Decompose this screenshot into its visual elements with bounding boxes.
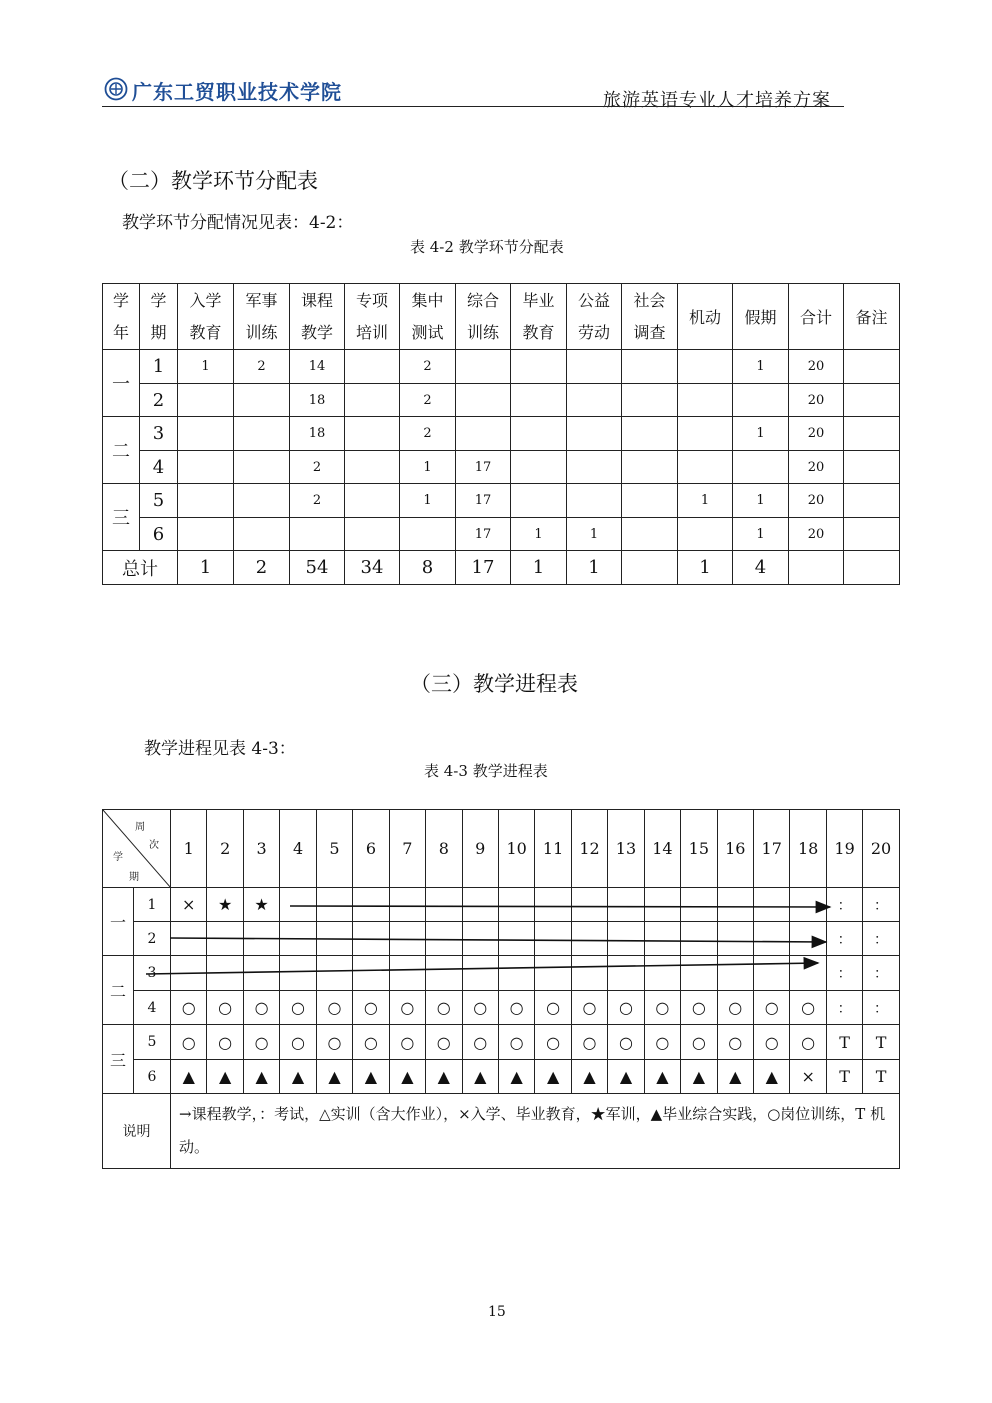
data-cell: 1 (678, 484, 733, 518)
legend-text: →课程教学，：考试，△实训（含大作业），×入学、毕业教育，★军训，▲毕业综合实践，○岗位训练，T 机动。 (171, 1094, 900, 1169)
term-cell: 4 (134, 991, 171, 1025)
schedule-mark: ★ (243, 888, 279, 922)
schedule-mark: ○ (389, 991, 425, 1025)
schedule-mark: ○ (571, 1025, 607, 1060)
arrow-term-1 (290, 906, 830, 907)
header-cell-bottom: 劳动 (577, 322, 610, 342)
week-header: 5 (316, 810, 352, 888)
week-header: 18 (790, 810, 826, 888)
header-cell-top: 学 (112, 290, 129, 310)
week-header: 7 (389, 810, 425, 888)
data-cell: 18 (290, 384, 345, 417)
schedule-mark: ○ (717, 1025, 753, 1060)
schedule-mark: ○ (426, 1025, 462, 1060)
total-cell: 17 (456, 551, 511, 585)
week-header: 8 (426, 810, 462, 888)
data-cell: 20 (789, 451, 844, 484)
total-cell: 2 (234, 551, 290, 585)
data-cell: 18 (290, 417, 345, 451)
schedule-mark: ： (826, 956, 862, 991)
schedule-mark: ： (826, 991, 862, 1025)
week-header: 6 (353, 810, 389, 888)
section-2-heading: （二）教学环节分配表 (108, 169, 318, 193)
schedule-mark: ▲ (535, 1060, 571, 1094)
year-cell: 三 (103, 484, 140, 551)
term-cell: 5 (140, 484, 178, 518)
schedule-mark: ○ (243, 991, 279, 1025)
data-cell: 17 (456, 451, 511, 484)
arrow-term-2 (170, 938, 826, 942)
schedule-mark: ： (863, 991, 899, 1025)
schedule-mark: ○ (681, 991, 717, 1025)
data-cell: 1 (178, 350, 234, 384)
header-cell-bottom: 期 (150, 322, 167, 342)
header-cell-bottom: 年 (112, 322, 129, 342)
header-cell-top: 毕业 (522, 290, 555, 310)
schedule-mark: ○ (462, 1025, 498, 1060)
term-cell: 3 (140, 417, 178, 451)
schedule-mark: ○ (498, 991, 534, 1025)
header-cell: 备注 (844, 284, 900, 350)
year-cell: 二 (103, 417, 140, 484)
week-header: 16 (717, 810, 753, 888)
schedule-mark: ▲ (644, 1060, 680, 1094)
schedule-mark: ○ (207, 1025, 243, 1060)
schedule-mark: ▲ (243, 1060, 279, 1094)
schedule-mark: ▲ (681, 1060, 717, 1094)
schedule-mark: ○ (171, 991, 207, 1025)
schedule-mark: ▲ (316, 1060, 352, 1094)
week-header: 13 (608, 810, 644, 888)
header-cell-top: 集中 (411, 290, 444, 310)
header-cell-top: 综合 (466, 290, 499, 310)
week-header: 4 (280, 810, 316, 888)
header-cell-bottom: 测试 (411, 322, 444, 342)
schedule-mark: × (790, 1060, 826, 1094)
schedule-mark: ○ (681, 1025, 717, 1060)
schedule-mark: ○ (207, 991, 243, 1025)
document-title: 旅游英语专业人才培养方案 (603, 90, 831, 111)
term-cell: 6 (134, 1060, 171, 1094)
schedule-mark: ○ (353, 991, 389, 1025)
schedule-mark: ▲ (171, 1060, 207, 1094)
data-cell: 1 (567, 518, 622, 551)
week-header: 15 (681, 810, 717, 888)
total-cell: 1 (678, 551, 733, 585)
data-cell: 14 (290, 350, 345, 384)
term-cell: 4 (140, 451, 178, 484)
year-cell: 一 (103, 350, 140, 417)
term-cell: 6 (140, 518, 178, 551)
schedule-mark: ○ (608, 1025, 644, 1060)
data-cell: 1 (733, 484, 789, 518)
schedule-mark: × (171, 888, 207, 922)
data-cell: 20 (789, 417, 844, 451)
schedule-mark: ▲ (571, 1060, 607, 1094)
schedule-mark: ○ (389, 1025, 425, 1060)
header-cell-bottom: 教育 (522, 322, 555, 342)
schedule-mark: ○ (280, 991, 316, 1025)
data-cell: 17 (456, 518, 511, 551)
header-cell-top: 学 (150, 290, 167, 310)
schedule-mark: ○ (754, 1025, 790, 1060)
schedule-mark: T (863, 1060, 899, 1094)
year-cell: 一 (103, 888, 134, 956)
schedule-mark: ○ (644, 991, 680, 1025)
schedule-mark: ○ (790, 1025, 826, 1060)
section-3-heading: （三）教学进程表 (410, 672, 578, 696)
data-cell: 1 (733, 350, 789, 384)
schedule-mark: ： (863, 956, 899, 991)
header-cell-top: 入学 (189, 290, 222, 310)
data-cell: 2 (400, 350, 456, 384)
data-cell: 1 (511, 518, 567, 551)
schedule-mark: ○ (535, 1025, 571, 1060)
schedule-mark: T (826, 1060, 862, 1094)
table-4-2-caption: 表 4-2 教学环节分配表 (410, 238, 564, 256)
total-cell: 1 (567, 551, 622, 585)
schedule-mark: ○ (535, 991, 571, 1025)
term-cell: 1 (140, 350, 178, 384)
schedule-mark: ○ (571, 991, 607, 1025)
corner-term-b: 期 (129, 872, 139, 883)
data-cell: 2 (400, 417, 456, 451)
data-cell: 2 (400, 384, 456, 417)
schedule-mark: ○ (462, 991, 498, 1025)
term-cell: 3 (134, 956, 171, 991)
week-header: 12 (571, 810, 607, 888)
year-cell: 二 (103, 956, 134, 1025)
schedule-mark: T (863, 1025, 899, 1060)
total-cell: 54 (290, 551, 345, 585)
week-header: 14 (644, 810, 680, 888)
schedule-mark: ： (826, 888, 862, 922)
arrow-term-3 (146, 963, 818, 974)
legend-label: 说明 (103, 1094, 171, 1169)
school-name: 广东工贸职业技术学院 (132, 80, 342, 104)
schedule-mark: ○ (790, 991, 826, 1025)
schedule-mark: ： (826, 922, 862, 956)
schedule-mark: ○ (280, 1025, 316, 1060)
total-cell: 8 (400, 551, 456, 585)
header-cell-top: 课程 (300, 290, 333, 310)
schedule-mark: ○ (243, 1025, 279, 1060)
total-label: 总计 (103, 551, 178, 585)
corner-term-a: 学 (113, 852, 123, 863)
data-cell: 17 (456, 484, 511, 518)
data-cell: 20 (789, 484, 844, 518)
header-cell: 假期 (733, 284, 789, 350)
schedule-mark: ▲ (498, 1060, 534, 1094)
data-cell: 20 (789, 384, 844, 417)
data-cell: 20 (789, 518, 844, 551)
header-cell-bottom: 调查 (633, 322, 666, 342)
header-cell-top: 公益 (577, 290, 610, 310)
section-2-intro: 教学环节分配情况见表：4-2： (122, 213, 354, 233)
schedule-mark: ▲ (608, 1060, 644, 1094)
header-cell-top: 专项 (355, 290, 388, 310)
header-cell-bottom: 教学 (300, 322, 333, 342)
header-cell-top: 军事 (245, 290, 278, 310)
schedule-mark: ○ (608, 991, 644, 1025)
schedule-mark: ○ (316, 1025, 352, 1060)
table-4-3-caption: 表 4-3 教学进程表 (424, 762, 548, 780)
schedule-mark: ○ (353, 1025, 389, 1060)
total-cell: 4 (733, 551, 789, 585)
schedule-mark: ： (863, 922, 899, 956)
data-cell: 1 (733, 417, 789, 451)
week-header: 10 (498, 810, 534, 888)
schedule-mark: ○ (498, 1025, 534, 1060)
header-cell-bottom: 教育 (189, 322, 222, 342)
header-cell-bottom: 训练 (245, 322, 278, 342)
data-cell: 2 (290, 451, 345, 484)
data-cell: 1 (400, 451, 456, 484)
data-cell: 2 (290, 484, 345, 518)
header-cell: 合计 (789, 284, 844, 350)
schedule-mark: ▲ (754, 1060, 790, 1094)
schedule-mark: ▲ (280, 1060, 316, 1094)
term-cell: 5 (134, 1025, 171, 1060)
week-header: 20 (863, 810, 899, 888)
header-cell-bottom: 训练 (466, 322, 499, 342)
schedule-mark: ○ (644, 1025, 680, 1060)
schedule-mark: ▲ (207, 1060, 243, 1094)
data-cell: 20 (789, 350, 844, 384)
week-header: 19 (826, 810, 862, 888)
header-cell-bottom: 培训 (355, 322, 388, 342)
header-cell: 机动 (678, 284, 733, 350)
schedule-mark: ○ (426, 991, 462, 1025)
week-header: 11 (535, 810, 571, 888)
schedule-mark: ○ (754, 991, 790, 1025)
schedule-mark: ▲ (353, 1060, 389, 1094)
data-cell: 2 (234, 350, 290, 384)
year-cell: 三 (103, 1025, 134, 1094)
term-cell: 2 (134, 922, 171, 956)
schedule-mark: T (826, 1025, 862, 1060)
schedule-mark: ▲ (462, 1060, 498, 1094)
term-cell: 1 (134, 888, 171, 922)
schedule-mark: ★ (207, 888, 243, 922)
schedule-mark: ▲ (717, 1060, 753, 1094)
schedule-mark: ▲ (389, 1060, 425, 1094)
header-cell-top: 社会 (633, 290, 666, 310)
week-header: 17 (754, 810, 790, 888)
corner-week-b: 次 (149, 840, 159, 851)
schedule-mark: ○ (717, 991, 753, 1025)
week-header: 3 (243, 810, 279, 888)
total-cell: 34 (345, 551, 400, 585)
data-cell: 1 (400, 484, 456, 518)
section-3-intro: 教学进程见表 4-3： (144, 739, 296, 759)
schedule-mark: ○ (316, 991, 352, 1025)
data-cell: 1 (733, 518, 789, 551)
schedule-mark: ○ (171, 1025, 207, 1060)
total-cell: 1 (178, 551, 234, 585)
page-number: 15 (488, 1304, 506, 1320)
term-cell: 2 (140, 384, 178, 417)
schedule-mark: ▲ (426, 1060, 462, 1094)
week-header: 2 (207, 810, 243, 888)
week-header: 9 (462, 810, 498, 888)
total-cell: 1 (511, 551, 567, 585)
corner-week-a: 周 (135, 822, 145, 833)
week-header: 1 (171, 810, 207, 888)
schedule-mark: ： (863, 888, 899, 922)
